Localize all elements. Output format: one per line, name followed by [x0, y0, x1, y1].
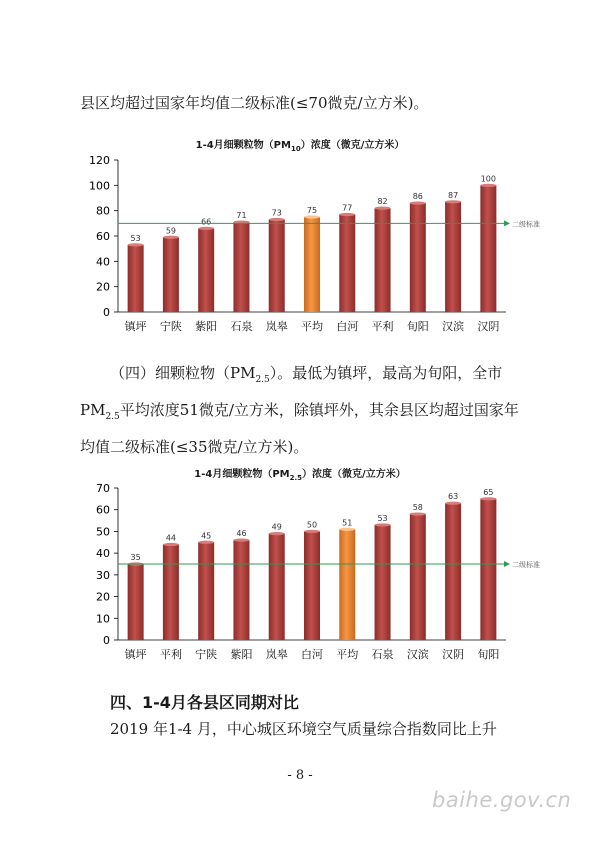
pm10-bar	[198, 228, 214, 312]
pm10-data-label: 73	[271, 208, 282, 218]
pm25-bar-cap	[339, 528, 355, 531]
pm25-category-label: 平利	[159, 648, 182, 661]
pm25-reference-label: 二级标准	[512, 561, 540, 569]
pm25-data-label: 49	[271, 522, 282, 532]
pm10-bar	[480, 185, 496, 312]
pm25-bar-cap	[410, 512, 426, 515]
pm10-bar-cap	[410, 201, 426, 204]
pm10-bar	[339, 214, 355, 312]
pm10-bar-cap	[445, 200, 461, 203]
pm25-category-label: 石泉	[371, 648, 394, 661]
pm10-bar-cap	[198, 227, 214, 230]
pm25-bar-cap	[198, 541, 214, 544]
pm10-data-label: 75	[306, 206, 318, 215]
pm25-bar	[233, 540, 249, 640]
pm10-category-label: 白河	[336, 320, 359, 333]
chart-title-pm10: 1-4月细颗粒物$(PM_{10})$浓度（微克/立方米）	[195, 140, 405, 153]
pm25-bar-cap	[375, 523, 391, 526]
pm25-category-label: 镇坪	[124, 648, 147, 661]
pm25-bar	[445, 503, 461, 640]
pm25-data-label: 35	[130, 553, 141, 562]
pm25-y-tick-label: 70	[96, 482, 110, 495]
pm10-bar-cap	[128, 243, 144, 246]
pm25-bar	[198, 542, 214, 640]
pm10-category-label: 平利	[371, 320, 394, 333]
pm10-bar	[233, 222, 249, 312]
pm10-reference-label: 二级标准	[512, 220, 540, 229]
pm25-bar	[269, 534, 285, 640]
pm25-data-label: 50	[306, 520, 318, 530]
pm10-y-tick-label: 20	[96, 280, 110, 294]
pm25-category-label: 平均	[336, 648, 359, 661]
pm10-category-label: 宁陕	[159, 320, 182, 333]
pm10-category-label: 平均	[301, 320, 323, 333]
pm10-bar	[410, 203, 426, 312]
pm25-bar-cap	[445, 502, 461, 505]
pm10-y-tick-label: 80	[96, 204, 110, 218]
pm10-y-tick-label: 0	[103, 306, 110, 319]
pm10-bar	[304, 217, 320, 312]
pm25-bar	[480, 499, 496, 640]
pm25-y-tick-label: 40	[96, 547, 110, 561]
pm25-data-label: 51	[342, 518, 353, 528]
pm10-category-label: 紫阳	[195, 320, 218, 333]
pm25-bar-cap	[269, 532, 285, 535]
pm25-category-label: 旬阳	[477, 648, 500, 661]
pm25-bar-cap	[304, 530, 320, 533]
pm10-bar-cap	[269, 218, 285, 221]
pm25-bar-cap	[163, 543, 179, 546]
pm10-data-label: 71	[236, 211, 247, 221]
pm25-bar	[410, 514, 426, 640]
pm10-data-label: 87	[447, 190, 459, 200]
pm10-reference-arrow-icon	[504, 220, 510, 226]
pm25-bar-cap	[233, 539, 249, 542]
pm10-bar	[163, 237, 179, 312]
pm25-data-label: 45	[201, 531, 212, 541]
paragraph-pm10-tail: 县区均超过国家年均值二级标准(≤70微克/立方米)。	[80, 94, 429, 112]
pm25-data-label: 46	[236, 529, 247, 539]
paragraph-pm25: （四）细颗粒物$(PM_{2.5})$。最低为镇坪，最高为旬阳，全市$PM_{2.5}$平均浓度51微克/立方米，除镇坪外，其余县区均超过国家年均值二级标准(≤35微克/立方米)。	[80, 364, 519, 456]
pm25-category-label: 白河	[301, 648, 323, 661]
pm25-y-tick-label: 10	[96, 612, 110, 626]
pm10-bar-cap	[339, 213, 355, 216]
pm10-bar-chart	[0, 148, 600, 348]
pm10-data-label: 66	[201, 217, 212, 227]
pm10-bar-cap	[375, 207, 391, 210]
pm10-data-label: 53	[130, 233, 141, 243]
pm25-data-label: 63	[447, 492, 459, 502]
pm25-data-label: 65	[483, 487, 494, 497]
pm25-y-tick-label: 30	[96, 568, 110, 582]
pm25-bar	[163, 544, 179, 640]
pm25-category-label: 宁陕	[195, 648, 218, 661]
pm10-data-label: 100	[480, 174, 497, 184]
pm25-reference-arrow-icon	[504, 561, 510, 567]
pm10-bar-cap	[163, 236, 179, 239]
pm10-bar-cap	[304, 215, 320, 218]
pm25-y-tick-label: 20	[96, 590, 110, 604]
pm25-bar-chart	[0, 476, 600, 676]
pm10-y-tick-label: 100	[89, 179, 110, 193]
pm25-y-tick-label: 0	[103, 634, 110, 647]
pm10-data-label: 59	[165, 226, 177, 236]
pm10-category-label: 石泉	[230, 320, 253, 333]
pm10-category-label: 岚皋	[265, 320, 288, 333]
pm10-y-tick-label: 60	[96, 230, 110, 243]
pm25-bar-cap	[480, 497, 496, 500]
pm10-bar	[128, 245, 144, 312]
pm10-y-tick-label: 40	[96, 255, 110, 269]
pm25-y-tick-label: 50	[96, 525, 110, 539]
pm25-bar	[339, 529, 355, 640]
paragraph-comparison: 2019 年1-4 月，中心城区环境空气质量综合指数同比上升	[110, 720, 497, 738]
pm10-category-label: 汉滨	[442, 320, 465, 333]
pm10-data-label: 86	[412, 192, 423, 202]
pm10-y-tick-label: 120	[89, 154, 110, 167]
pm10-bar	[445, 202, 461, 312]
section-heading: 四、1-4月各县区同期对比	[110, 693, 299, 712]
pm25-category-label: 岚皋	[265, 648, 288, 661]
pm10-bar	[269, 220, 285, 312]
pm10-data-label: 77	[342, 203, 353, 213]
pm25-category-label: 汉阴	[442, 648, 465, 661]
pm25-bar	[375, 525, 391, 640]
pm10-bar-cap	[480, 184, 496, 187]
pm25-bar	[304, 531, 320, 640]
pm25-data-label: 53	[377, 513, 388, 523]
chart-title-pm25: 1-4月细颗粒物$(PM_{2.5})$浓度（微克/立方米）	[194, 469, 406, 482]
page-number: - 8 -	[287, 768, 313, 783]
pm25-category-label: 紫阳	[230, 648, 253, 661]
pm25-data-label: 58	[412, 503, 423, 513]
pm10-data-label: 82	[377, 197, 388, 207]
pm10-category-label: 镇坪	[124, 320, 147, 333]
pm10-category-label: 汉阴	[477, 320, 500, 333]
pm10-category-label: 旬阳	[406, 320, 429, 333]
pm25-category-label: 汉滨	[406, 648, 429, 661]
pm25-y-tick-label: 60	[96, 503, 110, 517]
pm25-bar	[128, 564, 144, 640]
pm25-data-label: 44	[165, 533, 177, 543]
watermark: baihe.gov.cn	[432, 788, 572, 812]
